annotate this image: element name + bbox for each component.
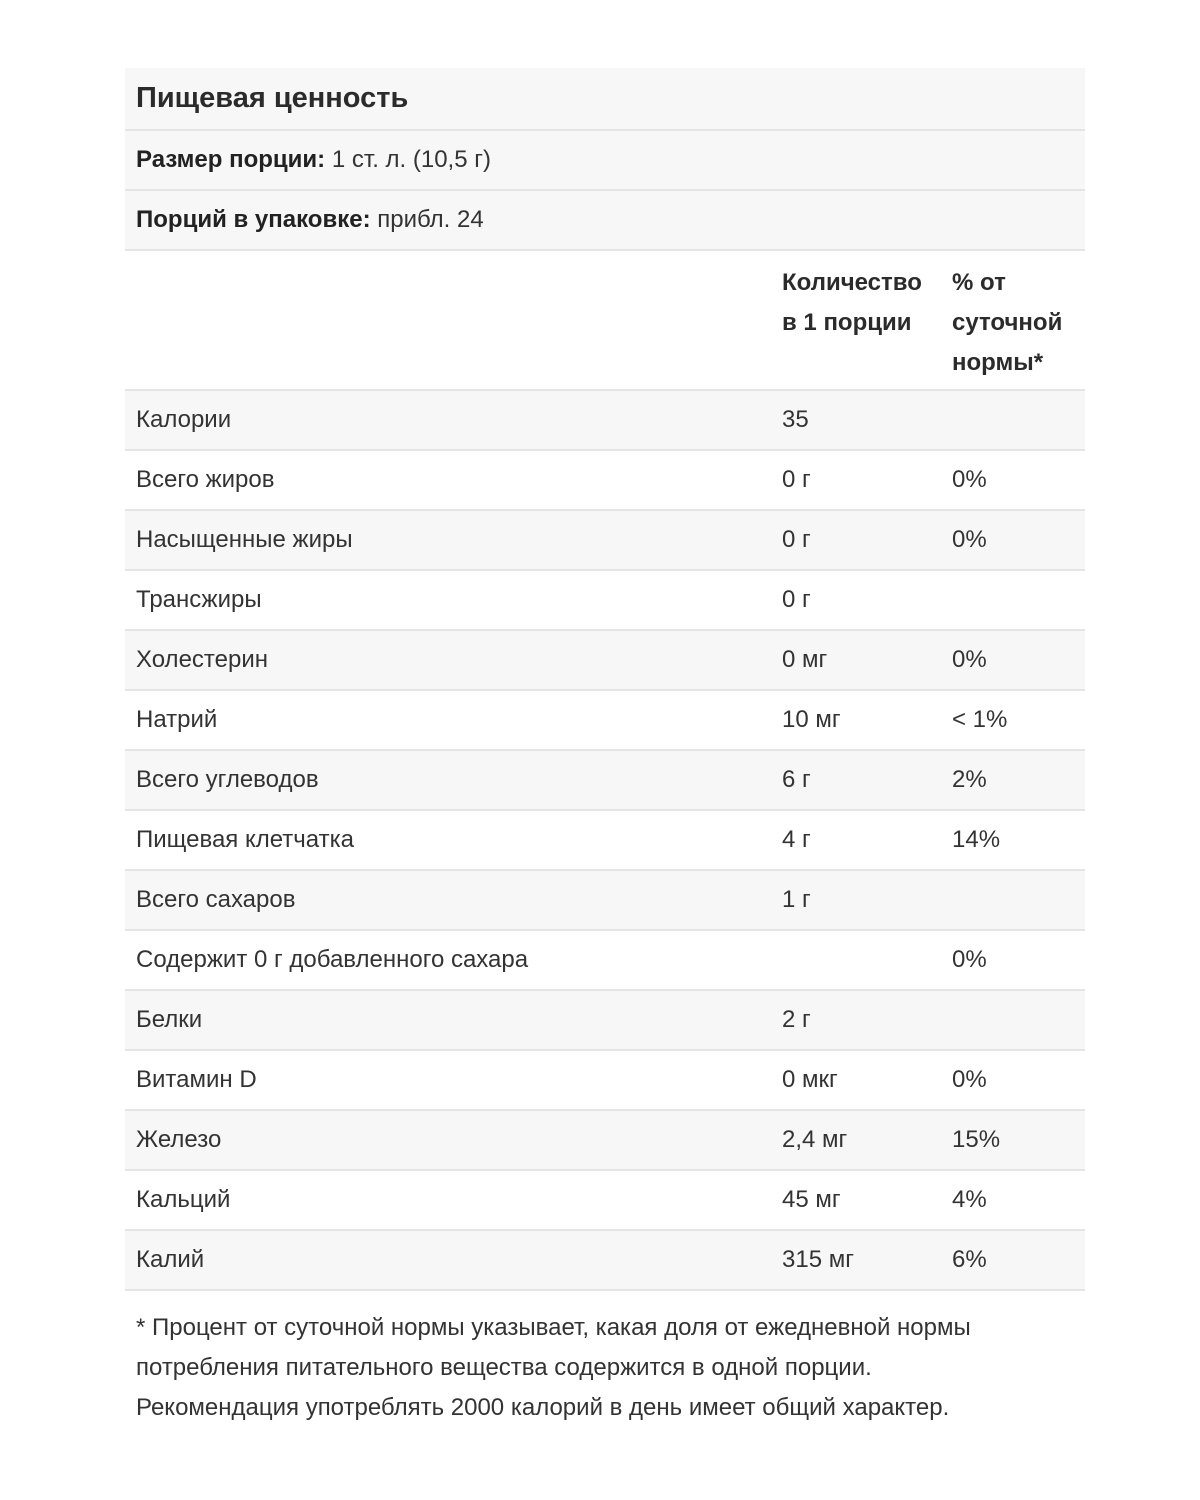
- servings-per-container-row: [125, 191, 1085, 251]
- amount-header-line: Количество: [782, 269, 922, 296]
- nutrient-amount: 1 г: [782, 886, 811, 913]
- nutrient-amount: 2,4 мг: [782, 1126, 848, 1153]
- table-row: [125, 751, 1085, 811]
- nutrient-name: Калории: [136, 406, 232, 433]
- nutrient-name: Витамин D: [136, 1066, 257, 1093]
- footnote-line: * Процент от суточной нормы указывает, какая доля от ежедневной нормы: [136, 1314, 971, 1341]
- nutrient-name: Всего углеводов: [136, 766, 319, 793]
- nutrient-daily-value: 14%: [952, 826, 1001, 853]
- footnote-line: потребления питательного вещества содержится в одной порции.: [136, 1354, 872, 1381]
- nutrient-daily-value: 6%: [952, 1246, 987, 1273]
- table-row: [125, 391, 1085, 451]
- nutrient-name: Трансжиры: [136, 586, 262, 613]
- servings-per-container: [136, 205, 484, 235]
- nutrient-amount: 10 мг: [782, 706, 841, 733]
- nutrient-name: Железо: [136, 1126, 222, 1153]
- nutrient-amount: 0 г: [782, 466, 811, 493]
- nutrient-amount: 0 г: [782, 526, 811, 553]
- nutrient-name: Натрий: [136, 706, 218, 733]
- nutrient-daily-value: 0%: [952, 526, 987, 553]
- table-row: [125, 931, 1085, 991]
- nutrient-amount: 0 мг: [782, 646, 828, 673]
- nutrient-amount: 315 мг: [782, 1246, 854, 1273]
- serving-size-value: 1 ст. л. (10,5 г): [331, 146, 491, 173]
- page-title: Пищевая ценность: [136, 82, 409, 114]
- nutrient-daily-value: 4%: [952, 1186, 987, 1213]
- table-row: [125, 1231, 1085, 1291]
- daily-value-header-line: нормы*: [952, 349, 1044, 376]
- table-row: [125, 571, 1085, 631]
- table-row: [125, 1171, 1085, 1231]
- serving-size-label: Размер порции:: [136, 146, 326, 173]
- table-row: [125, 511, 1085, 571]
- table-row: [125, 1051, 1085, 1111]
- table-header-row: [125, 251, 1085, 391]
- table-row: [125, 1111, 1085, 1171]
- daily-value-header-line: % от: [952, 269, 1006, 296]
- nutrient-daily-value: 2%: [952, 766, 987, 793]
- nutrient-daily-value: 0%: [952, 946, 987, 973]
- nutrient-name: Кальций: [136, 1186, 231, 1213]
- nutrient-daily-value: 15%: [952, 1126, 1001, 1153]
- nutrient-daily-value: 0%: [952, 1066, 987, 1093]
- nutrient-amount: 45 мг: [782, 1186, 841, 1213]
- nutrient-amount: 2 г: [782, 1006, 811, 1033]
- nutrient-daily-value: 0%: [952, 466, 987, 493]
- amount-column-header: [782, 263, 942, 343]
- footnote-line: Рекомендация употреблять 2000 калорий в день имеет общий характер.: [136, 1394, 950, 1421]
- daily-value-footnote: [136, 1308, 1076, 1428]
- amount-header-line: в 1 порции: [782, 309, 912, 336]
- nutrient-amount: 35: [782, 406, 809, 433]
- nutrient-daily-value: < 1%: [952, 706, 1008, 733]
- table-row: [125, 631, 1085, 691]
- daily-value-column-header: [952, 263, 1085, 383]
- daily-value-header-line: суточной: [952, 309, 1063, 336]
- nutrient-name: Белки: [136, 1006, 203, 1033]
- serving-size: [136, 145, 491, 175]
- table-row: [125, 991, 1085, 1051]
- nutrient-amount: 0 мкг: [782, 1066, 838, 1093]
- nutrient-name: Калий: [136, 1246, 205, 1273]
- table-row: [125, 451, 1085, 511]
- title-row: [125, 68, 1085, 131]
- table-row: [125, 871, 1085, 931]
- nutrient-name: Всего жиров: [136, 466, 275, 493]
- nutrient-amount: 4 г: [782, 826, 811, 853]
- nutrient-name: Пищевая клетчатка: [136, 826, 354, 853]
- nutrient-table-body: [125, 391, 1085, 1291]
- nutrient-name: Насыщенные жиры: [136, 526, 353, 553]
- nutrient-name: Содержит 0 г добавленного сахара: [136, 946, 529, 973]
- table-row: [125, 691, 1085, 751]
- nutrient-amount: 6 г: [782, 766, 811, 793]
- serving-size-row: [125, 131, 1085, 191]
- nutrient-daily-value: 0%: [952, 646, 987, 673]
- nutrient-name: Всего сахаров: [136, 886, 296, 913]
- table-row: [125, 811, 1085, 871]
- nutrient-amount: 0 г: [782, 586, 811, 613]
- servings-per-container-value: прибл. 24: [377, 206, 484, 233]
- nutrition-facts-panel: [125, 68, 1085, 1421]
- nutrient-name: Холестерин: [136, 646, 268, 673]
- servings-per-container-label: Порций в упаковке:: [136, 206, 371, 233]
